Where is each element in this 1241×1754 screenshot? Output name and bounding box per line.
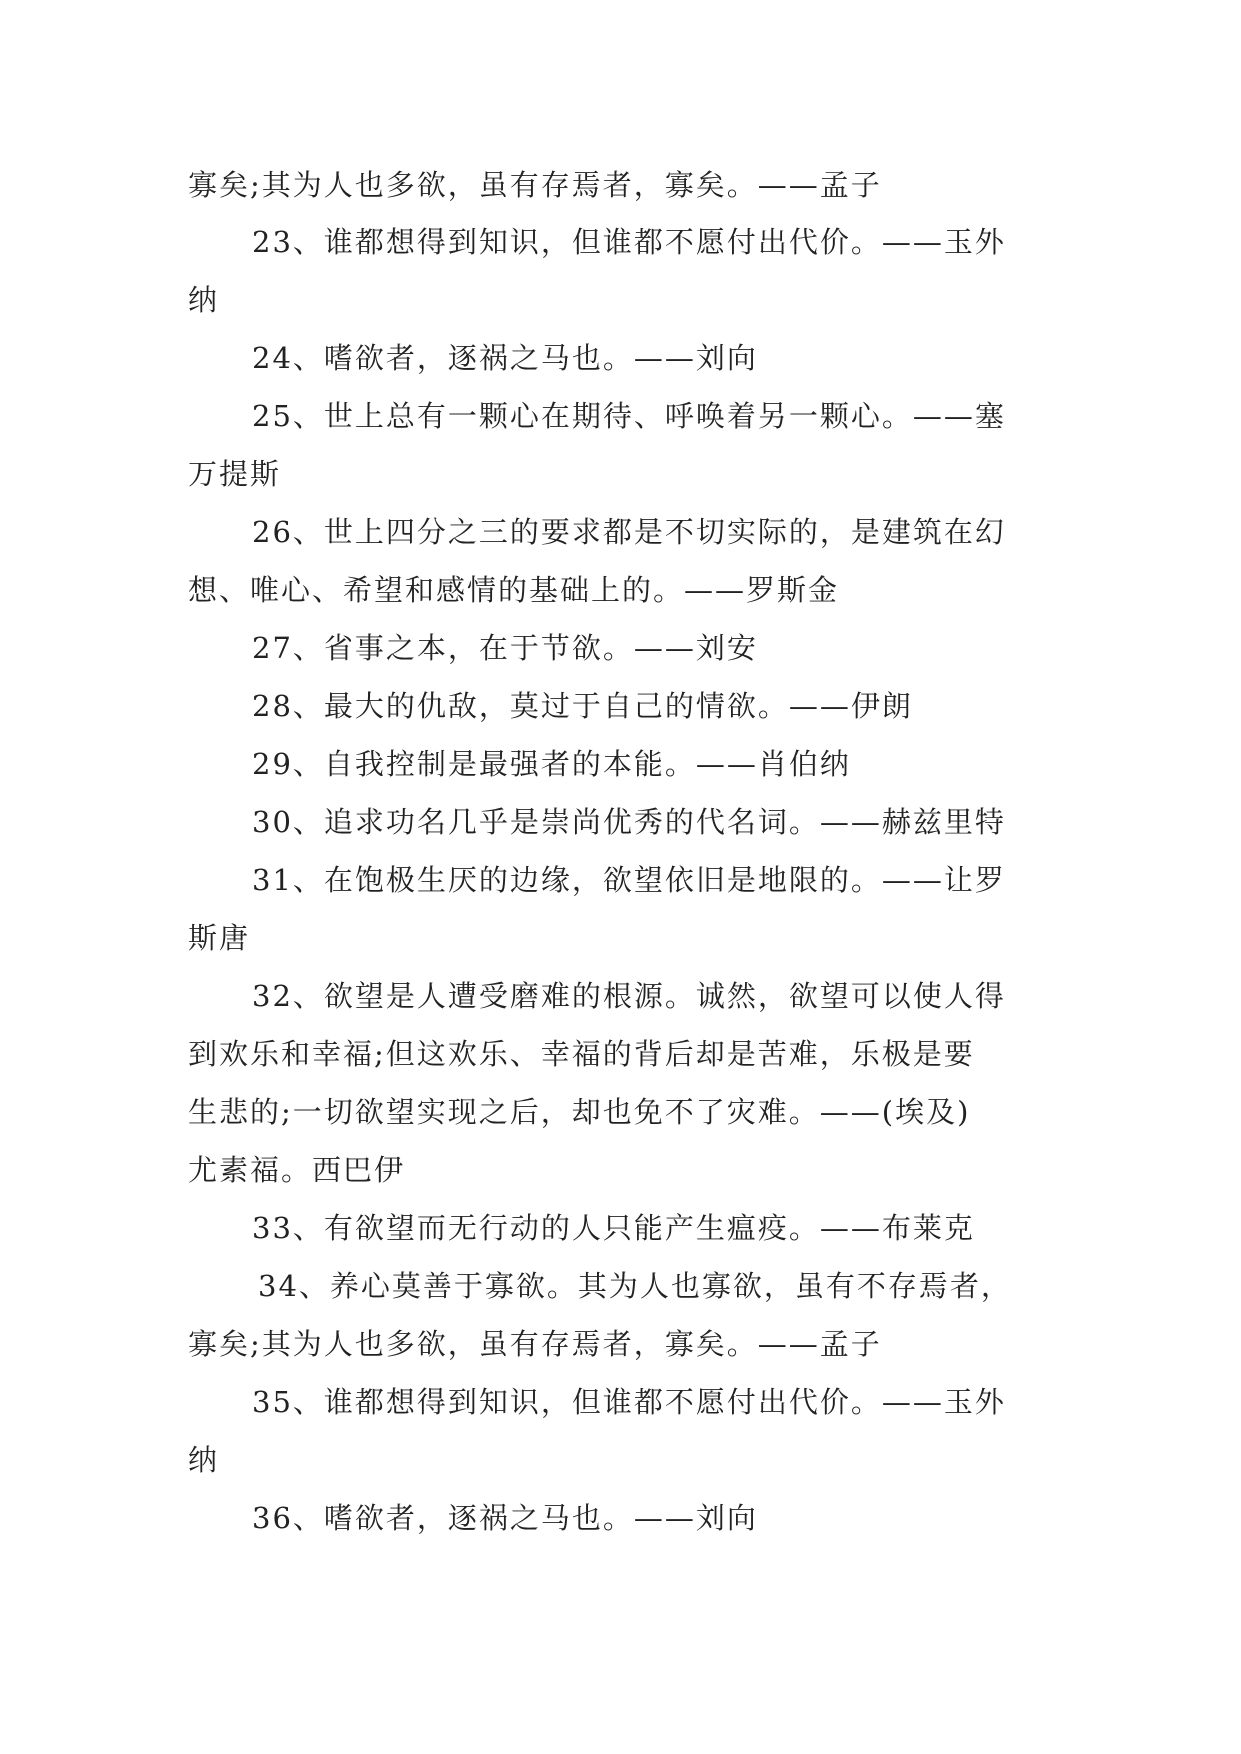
text-line: 25、世上总有一颗心在期待、呼唤着另一颗心。——塞: [252, 399, 1006, 433]
text-line: 27、省事之本，在于节欲。——刘安: [252, 631, 758, 665]
text-line: 29、自我控制是最强者的本能。——肖伯纳: [252, 747, 851, 781]
text-line: 31、在饱极生厌的边缘，欲望依旧是地限的。——让罗: [252, 863, 1006, 897]
text-line: 36、嗜欲者，逐祸之马也。——刘向: [252, 1501, 758, 1535]
text-line: 纳: [188, 283, 220, 317]
text-line: 24、嗜欲者，逐祸之马也。——刘向: [252, 341, 758, 375]
text-line: 35、谁都想得到知识，但谁都不愿付出代价。——玉外: [252, 1385, 1006, 1419]
text-line: 32、欲望是人遭受磨难的根源。诚然，欲望可以使人得: [252, 979, 1006, 1013]
text-line: 万提斯: [188, 457, 282, 491]
text-line: 到欢乐和幸福;但这欢乐、幸福的背后却是苦难，乐极是要: [188, 1037, 975, 1071]
text-line: 30、追求功名几乎是崇尚优秀的代名词。——赫兹里特: [252, 805, 1006, 839]
text-line: 想、唯心、希望和感情的基础上的。——罗斯金: [188, 573, 840, 607]
text-line: 33、有欲望而无行动的人只能产生瘟疫。——布莱克: [252, 1211, 975, 1245]
text-line: 尤素福。西巴伊: [188, 1153, 406, 1187]
text-line: 斯唐: [188, 921, 251, 955]
text-line: 寡矣;其为人也多欲，虽有存焉者，寡矣。——孟子: [188, 168, 882, 202]
text-line: 生悲的;一切欲望实现之后，却也免不了灾难。——(埃及): [188, 1095, 971, 1129]
text-line: 34、养心莫善于寡欲。其为人也寡欲，虽有不存焉者，: [258, 1269, 1012, 1303]
text-line: 23、谁都想得到知识，但谁都不愿付出代价。——玉外: [252, 225, 1006, 259]
text-line: 28、最大的仇敌，莫过于自己的情欲。——伊朗: [252, 689, 913, 723]
text-line: 寡矣;其为人也多欲，虽有存焉者，寡矣。——孟子: [188, 1327, 882, 1361]
text-line: 纳: [188, 1443, 220, 1477]
text-line: 26、世上四分之三的要求都是不切实际的，是建筑在幻: [252, 515, 1006, 549]
